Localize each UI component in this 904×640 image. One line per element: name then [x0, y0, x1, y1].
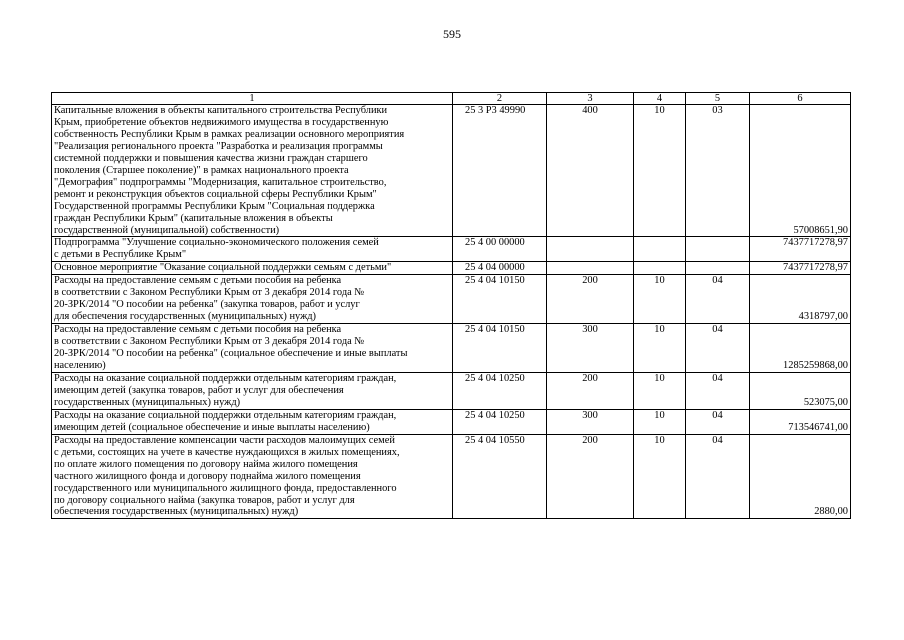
row-col5: 03	[686, 105, 750, 237]
table-row	[52, 409, 851, 434]
column-header-1: 1	[52, 93, 453, 105]
row-description: Основное мероприятие "Оказание социальной поддержки семьям с детьми"	[52, 262, 453, 275]
column-header-6: 6	[750, 93, 851, 105]
row-col5: 04	[686, 434, 750, 519]
row-col4: 10	[634, 324, 686, 373]
row-col4: 10	[634, 409, 686, 434]
row-description: Подпрограмма "Улучшение социально-экономического положения семей с детьми в Республике Крым"	[52, 237, 453, 262]
row-amount: 4318797,00	[750, 275, 851, 324]
row-description: Расходы на предоставление семьям с детьми пособия на ребенка в соответствии с Законом Республики Крым от 3 декабря 2014 года № 20-ЗРК/2014 "О пособии на ребенка" (социальное обеспечение и иные выплаты населению)	[52, 324, 453, 373]
row-amount: 713546741,00	[750, 409, 851, 434]
row-code: 25 4 04 00000	[453, 262, 547, 275]
column-header-3: 3	[547, 93, 634, 105]
column-header-2: 2	[453, 93, 547, 105]
row-description: Расходы на оказание социальной поддержки отдельным категориям граждан, имеющим детей (закупка товаров, работ и услуг для обеспечения государственных (муниципальных) нужд)	[52, 372, 453, 409]
table-row	[52, 434, 851, 519]
row-code: 25 4 04 10550	[453, 434, 547, 519]
budget-table	[51, 92, 851, 519]
table-row	[52, 237, 851, 262]
row-col4: 10	[634, 372, 686, 409]
row-amount: 2880,00	[750, 434, 851, 519]
row-col3: 200	[547, 372, 634, 409]
row-col5: 04	[686, 275, 750, 324]
row-amount: 523075,00	[750, 372, 851, 409]
row-col4: 10	[634, 434, 686, 519]
row-col4	[634, 237, 686, 262]
row-description: Капитальные вложения в объекты капитального строительства Республики Крым, приобретение объектов недвижимого имущества в государственную собственность Республики Крым в рамках реализации основного мероприятия "Реализация регионального проекта "Разработка и реализация программы системной поддержки и повышения качества жизни граждан старшего поколения (Старшее поколение)" в рамках национального проекта "Демография" подпрограммы "Модернизация, капитальное строительство, ремонт и реконструкция объектов социальной сферы Республики Крым" Государственной программы Республики Крым "Социальная поддержка граждан Республики Крым" (капитальные вложения в объекты государственной (муниципальной) собственности)	[52, 105, 453, 237]
row-amount: 1285259868,00	[750, 324, 851, 373]
row-col3: 300	[547, 409, 634, 434]
table-row	[52, 275, 851, 324]
row-col3: 200	[547, 275, 634, 324]
row-description: Расходы на предоставление семьям с детьми пособия на ребенка в соответствии с Законом Республики Крым от 3 декабря 2014 года № 20-ЗРК/2014 "О пособии на ребенка" (закупка товаров, работ и услуг для обеспечения государственных (муниципальных) нужд)	[52, 275, 453, 324]
row-code: 25 4 04 10250	[453, 409, 547, 434]
table-row	[52, 262, 851, 275]
row-description: Расходы на предоставление компенсации части расходов малоимущих семей с детьми, состоящих на учете в качестве нуждающихся в жилых помещениях, по оплате жилого помещения по договору найма жилого помещения частного жилищного фонда и договору поднайма жилого помещения государственного или муниципального жилищного фонда, предоставленного по договору социального найма (закупка товаров, работ и услуг для обеспечения государственных (муниципальных) нужд)	[52, 434, 453, 519]
row-code: 25 4 00 00000	[453, 237, 547, 262]
row-col4	[634, 262, 686, 275]
row-col3: 300	[547, 324, 634, 373]
row-col5	[686, 262, 750, 275]
row-code: 25 4 04 10150	[453, 275, 547, 324]
row-col3	[547, 262, 634, 275]
page-number: 595	[443, 27, 461, 41]
table-row	[52, 372, 851, 409]
row-col5: 04	[686, 409, 750, 434]
column-header-4: 4	[634, 93, 686, 105]
table-row	[52, 105, 851, 237]
table-header-row	[52, 93, 851, 105]
row-col4: 10	[634, 275, 686, 324]
row-col4: 10	[634, 105, 686, 237]
row-code: 25 4 04 10250	[453, 372, 547, 409]
column-header-5: 5	[686, 93, 750, 105]
row-amount: 7437717278,97	[750, 237, 851, 262]
row-code: 25 3 P3 49990	[453, 105, 547, 237]
row-col5: 04	[686, 324, 750, 373]
row-col3: 400	[547, 105, 634, 237]
row-amount: 7437717278,97	[750, 262, 851, 275]
table-row	[52, 324, 851, 373]
row-col5: 04	[686, 372, 750, 409]
row-col3: 200	[547, 434, 634, 519]
row-amount: 57008651,90	[750, 105, 851, 237]
row-col3	[547, 237, 634, 262]
row-description: Расходы на оказание социальной поддержки отдельным категориям граждан, имеющим детей (социальное обеспечение и иные выплаты населению)	[52, 409, 453, 434]
row-col5	[686, 237, 750, 262]
row-code: 25 4 04 10150	[453, 324, 547, 373]
